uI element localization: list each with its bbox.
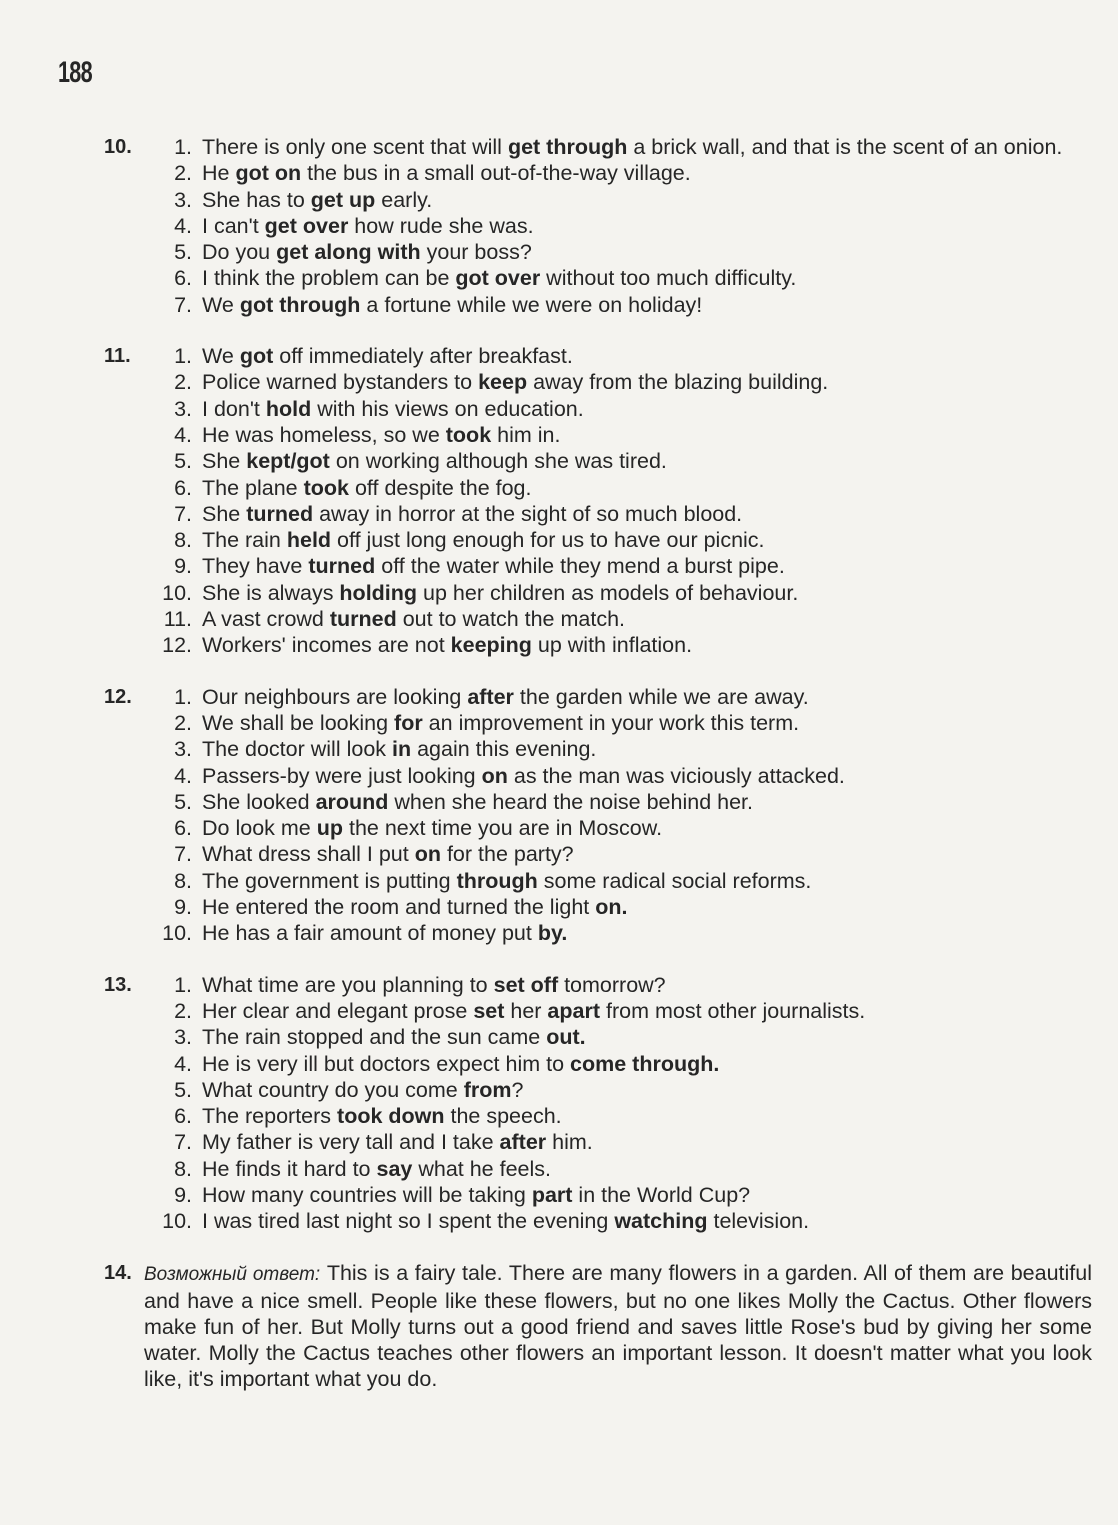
answer-phrase: get over	[264, 213, 349, 238]
exercise-block	[104, 684, 1092, 947]
item-number: 10.	[162, 921, 192, 946]
list-item	[156, 998, 1092, 1024]
list-item	[156, 632, 1092, 658]
item-number: 11.	[163, 607, 192, 632]
sentence-text: what he feels.	[412, 1156, 551, 1181]
item-number: 12.	[162, 633, 192, 658]
item-number: 9.	[174, 554, 192, 579]
sentence-text: away in horror at the sight of so much blood.	[313, 501, 743, 526]
sentence-text: an improvement in your work this term.	[422, 710, 800, 735]
sentence-text: What time are you planning to	[202, 972, 494, 997]
sentence-text: ?	[511, 1077, 524, 1102]
sentence-text: A vast crowd	[202, 607, 330, 632]
answer-phrase: turned	[308, 554, 376, 579]
sentence-text: up with inflation.	[531, 633, 693, 658]
item-number: 5.	[174, 240, 192, 265]
sentence-text: how rude she was.	[348, 213, 534, 238]
sentence-text: some radical social reforms.	[537, 868, 812, 893]
item-number: 3.	[174, 396, 192, 421]
item-number: 8.	[174, 868, 192, 893]
list-item	[156, 1024, 1092, 1050]
exercise-number: 13.	[104, 973, 132, 996]
answer-phrase: up	[316, 816, 343, 841]
answer-phrase: got over	[455, 266, 541, 291]
list-item	[156, 1051, 1092, 1077]
answer-phrase: for	[394, 710, 423, 735]
sentence-text: on working although she was tired.	[329, 449, 667, 474]
sentence-text: He was homeless, so we	[202, 422, 446, 447]
sentence-text: early.	[375, 187, 433, 212]
item-number: 6.	[174, 816, 192, 841]
sentence-text: He	[202, 161, 236, 186]
sentence-text: a fortune while we were on holiday!	[360, 292, 703, 317]
exercise-number: 14.	[104, 1261, 132, 1284]
sentence-text: Passers-by were just looking	[202, 763, 482, 788]
answer-phrase: got on	[235, 161, 302, 186]
sentence-text: the bus in a small out-of-the-way village.	[301, 161, 691, 186]
answer-phrase: kept/got	[246, 449, 330, 474]
sentence-text: My father is very tall and I take	[202, 1130, 500, 1155]
exercise-14-text	[104, 1260, 1092, 1393]
exercise-items	[104, 343, 1092, 659]
sentence-text: Workers' incomes are not	[202, 633, 451, 658]
sentence-text: as the man was viciously attacked.	[507, 763, 845, 788]
item-number: 3.	[174, 737, 192, 762]
sentence-text: away from the blazing building.	[527, 370, 829, 395]
answer-phrase: hold	[265, 396, 312, 421]
list-item	[156, 710, 1092, 736]
answer-phrase: keep	[478, 370, 528, 395]
sentence-text: The plane	[202, 475, 304, 500]
answer-phrase: in	[392, 737, 412, 762]
sentence-text: Our neighbours are looking	[202, 684, 468, 709]
item-number: 6.	[174, 1104, 192, 1129]
sentence-text: He entered the room and turned the light	[202, 895, 596, 920]
exercise-list	[104, 134, 1092, 1235]
answer-phrase: part	[531, 1182, 573, 1207]
item-number: 7.	[174, 842, 192, 867]
list-item	[156, 789, 1092, 815]
item-number: 5.	[174, 1077, 192, 1102]
answer-phrase: held	[286, 528, 332, 553]
sentence-text: What country do you come	[202, 1077, 464, 1102]
answer-phrase: keeping	[450, 633, 532, 658]
sentence-text: We	[202, 344, 240, 369]
sentence-text: Police warned bystanders to	[202, 370, 479, 395]
item-number: 5.	[174, 449, 192, 474]
sentence-text: I don't	[202, 396, 266, 421]
sentence-text: the speech.	[444, 1104, 562, 1129]
list-item	[156, 1129, 1092, 1155]
sentence-text: The rain	[202, 528, 287, 553]
sentence-text: What dress shall I put	[202, 842, 415, 867]
item-number: 1.	[174, 972, 192, 997]
list-item	[156, 396, 1092, 422]
sentence-text: The reporters	[202, 1104, 338, 1129]
answer-phrase: holding	[339, 580, 418, 605]
list-item	[156, 422, 1092, 448]
list-item	[156, 187, 1092, 213]
sentence-text: There is only one scent that will	[202, 135, 508, 159]
list-item	[156, 213, 1092, 239]
item-number: 4.	[174, 422, 192, 447]
list-item	[156, 1103, 1092, 1129]
exercise-block	[104, 972, 1092, 1235]
item-number: 5.	[174, 789, 192, 814]
list-item	[156, 265, 1092, 291]
list-item	[156, 134, 1092, 160]
item-number: 10.	[162, 580, 192, 605]
list-item	[156, 815, 1092, 841]
item-number: 7.	[174, 292, 192, 317]
sentence-text: We shall be looking	[202, 710, 395, 735]
sentence-text: off immediately after breakfast.	[273, 344, 573, 369]
exercise-items	[104, 972, 1092, 1235]
exercise-items	[104, 134, 1092, 318]
item-number: 1.	[174, 344, 192, 369]
answer-phrase: get up	[310, 187, 376, 212]
sentence-text: Do look me	[202, 816, 317, 841]
item-number: 1.	[174, 135, 192, 159]
item-number: 2.	[174, 161, 192, 186]
answer-phrase: after	[467, 684, 514, 709]
list-item	[156, 160, 1092, 186]
answer-phrase: apart	[547, 998, 600, 1023]
list-item	[156, 868, 1092, 894]
answer-phrase: by.	[537, 921, 568, 946]
item-number: 2.	[174, 370, 192, 395]
sentence-text: off just long enough for us to have our picnic.	[331, 528, 765, 553]
sentence-text: from most other journalists.	[600, 998, 866, 1023]
item-number: 4.	[174, 763, 192, 788]
sentence-text: television.	[707, 1209, 810, 1234]
answer-phrase: took down	[337, 1104, 445, 1129]
item-number: 6.	[174, 475, 192, 500]
answer-phrase: took	[445, 422, 492, 447]
sentence-text: out to watch the match.	[396, 607, 626, 632]
page-number: 188	[58, 56, 92, 89]
sentence-text: She looked	[202, 789, 316, 814]
sentence-text: The doctor will look	[202, 737, 392, 762]
answer-phrase: set off	[493, 972, 559, 997]
answer-phrase: after	[499, 1130, 547, 1155]
item-number: 7.	[174, 1130, 192, 1155]
sentence-text: He has a fair amount of money put	[202, 921, 538, 946]
exercise-number: 10.	[104, 136, 132, 158]
sentence-text: for the party?	[440, 842, 574, 867]
list-item	[156, 1208, 1092, 1234]
item-number: 9.	[174, 1182, 192, 1207]
sentence-text: him in.	[491, 422, 561, 447]
sentence-text: I was tired last night so I spent the evening	[202, 1209, 615, 1234]
answer-phrase: around	[315, 789, 389, 814]
list-item	[156, 553, 1092, 579]
sentence-text: He is very ill but doctors expect him to	[202, 1051, 571, 1076]
exercise-number: 11.	[104, 345, 131, 368]
exercise-block	[104, 343, 1092, 659]
answer-phrase: on.	[595, 895, 628, 920]
list-item	[156, 736, 1092, 762]
sentence-text: She	[202, 449, 247, 474]
sentence-text: She is always	[202, 580, 340, 605]
sentence-text: I can't	[202, 213, 265, 238]
item-number: 3.	[174, 187, 192, 212]
list-item	[156, 894, 1092, 920]
sentence-text: tomorrow?	[558, 972, 666, 997]
sentence-text: off the water while they mend a burst pipe.	[375, 554, 785, 579]
list-item	[156, 527, 1092, 553]
exercise-items	[104, 684, 1092, 947]
list-item	[156, 239, 1092, 265]
list-item	[156, 1077, 1092, 1103]
item-number: 2.	[174, 710, 192, 735]
list-item	[156, 369, 1092, 395]
item-number: 7.	[174, 501, 192, 526]
sentence-text: She has to	[202, 187, 311, 212]
answer-phrase: get through	[507, 135, 628, 159]
answer-phrase: on	[414, 842, 441, 867]
sentence-text: The rain stopped and the sun came	[202, 1025, 547, 1050]
list-item	[156, 1156, 1092, 1182]
item-number: 8.	[174, 528, 192, 553]
sentence-text: without too much difficulty.	[540, 266, 797, 291]
answer-phrase: set	[473, 998, 505, 1023]
item-number: 3.	[174, 1025, 192, 1050]
sentence-text: again this evening.	[411, 737, 597, 762]
sentence-text: I think the problem can be	[202, 266, 456, 291]
sentence-text: They have	[202, 554, 309, 579]
item-number: 8.	[174, 1156, 192, 1181]
item-number: 10.	[162, 1209, 192, 1234]
list-item	[156, 763, 1092, 789]
exercise-block	[104, 134, 1092, 318]
answer-phrase: got	[239, 344, 274, 369]
answer-phrase: get along with	[276, 240, 421, 265]
sentence-text: We	[202, 292, 240, 317]
exercise-number: 12.	[104, 685, 132, 708]
answer-phrase: from	[463, 1077, 512, 1102]
answer-phrase: got through	[239, 292, 361, 317]
sentence-text: the garden while we are away.	[513, 684, 809, 709]
answer-phrase: say	[376, 1156, 413, 1181]
sentence-text: off despite the fog.	[349, 475, 532, 500]
list-item	[156, 292, 1092, 318]
list-item	[156, 606, 1092, 632]
sentence-text: with his views on education.	[311, 396, 584, 421]
answer-phrase: turned	[246, 501, 314, 526]
answer-phrase: come through.	[570, 1051, 720, 1076]
answer-phrase: out.	[546, 1025, 586, 1050]
answer-phrase: turned	[329, 607, 397, 632]
sentence-text: Her clear and elegant prose	[202, 998, 474, 1023]
list-item	[156, 1182, 1092, 1208]
sentence-text: when she heard the noise behind her.	[388, 789, 753, 814]
item-number: 4.	[174, 1051, 192, 1076]
answer-phrase: on	[481, 763, 508, 788]
sentence-text: up her children as models of behaviour.	[417, 580, 799, 605]
list-item	[156, 841, 1092, 867]
list-item	[156, 684, 1092, 710]
exercise-14-answer: This is a fairy tale. There are many flowers in a garden. All of them are beautiful and have a nice smell. People like these flowers, but no one likes Molly the Cactus. Other flowers make fun of her. But Molly turns out a good friend and saves little Rose's bud by giving her some water. Molly the Cactus teaches other flowers an important lesson. It doesn't matter what you look like, it's important what you do.	[144, 1260, 1092, 1392]
sentence-text: him.	[546, 1130, 593, 1155]
sentence-text: her	[504, 998, 548, 1023]
item-number: 4.	[174, 213, 192, 238]
list-item	[156, 501, 1092, 527]
item-number: 1.	[174, 684, 192, 709]
sentence-text: in the World Cup?	[572, 1182, 751, 1207]
sentence-text: Do you	[202, 240, 277, 265]
list-item	[156, 972, 1092, 998]
sentence-text: He finds it hard to	[202, 1156, 377, 1181]
sentence-text: She	[202, 501, 247, 526]
sentence-text: How many countries will be taking	[202, 1182, 532, 1207]
list-item	[156, 580, 1092, 606]
answer-phrase: watching	[614, 1209, 708, 1234]
answer-phrase: through	[456, 868, 538, 893]
exercise-14-lead: Возможный ответ:	[144, 1263, 321, 1285]
answer-phrase: took	[303, 475, 349, 500]
answer-key	[104, 134, 1092, 1418]
sentence-text: a brick wall, and that is the scent of an onion.	[627, 135, 1063, 159]
item-number: 2.	[174, 998, 192, 1023]
list-item	[156, 920, 1092, 946]
list-item	[156, 343, 1092, 369]
exercise-14	[104, 1260, 1092, 1393]
sentence-text: your boss?	[420, 240, 532, 265]
sentence-text: The government is putting	[202, 868, 457, 893]
list-item	[156, 475, 1092, 501]
sentence-text: the next time you are in Moscow.	[343, 816, 663, 841]
list-item	[156, 448, 1092, 474]
item-number: 9.	[174, 895, 192, 920]
item-number: 6.	[174, 266, 192, 291]
